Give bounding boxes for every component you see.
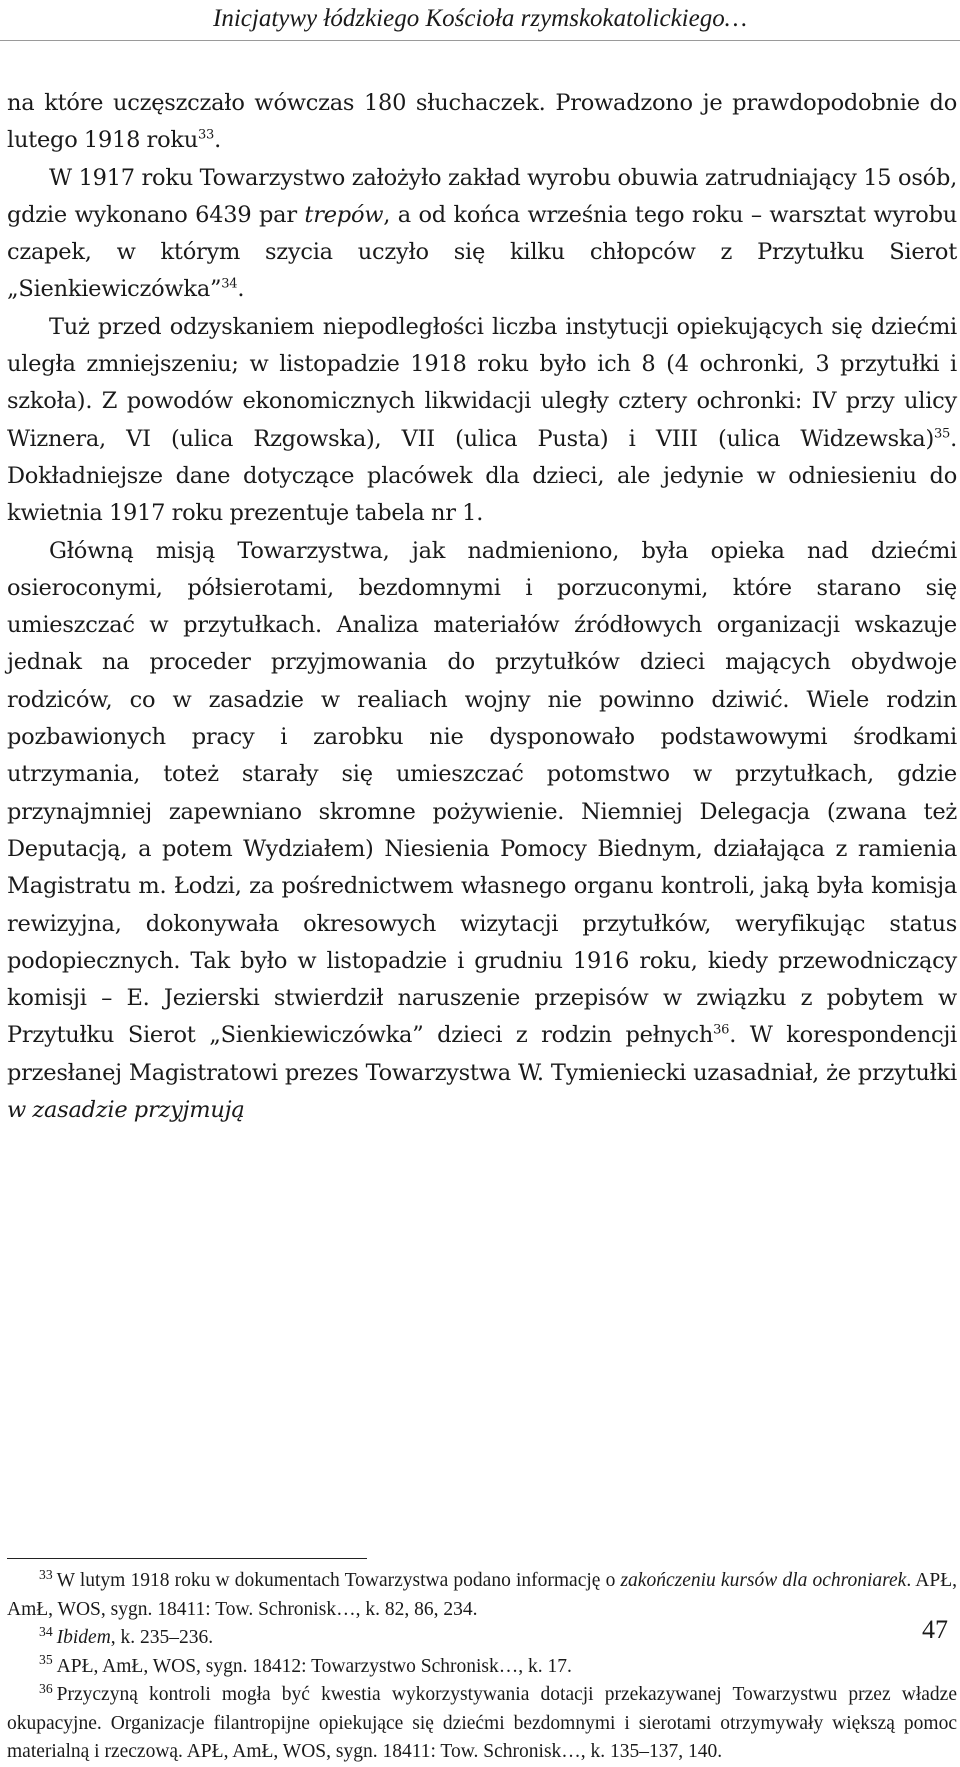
text-run: . W korespondencji przesłanej Magistratowi prezes Towarzystwa W. Tymieniecki uzasadniał, że przytułki bbox=[7, 1022, 957, 1086]
text-run: . bbox=[214, 127, 222, 154]
main-text bbox=[7, 85, 957, 1129]
italic-text: zakończeniu kursów dla ochroniarek bbox=[620, 1570, 907, 1591]
footnote-ref[interactable]: 36 bbox=[713, 1022, 730, 1038]
text-run: na które uczęszczało wówczas 180 słuchaczek. Prowadzono je prawdopodobnie do lutego 1918 roku bbox=[7, 90, 957, 154]
text-run: Tuż przed odzyskaniem niepodległości liczba instytucji opiekujących się dziećmi uległa zmniejszeniu; w listopadzie 1918 roku było ich 8 (4 ochronki, 3 przytułki i szkoła). Z powodów ekonomicznych likwidacji uległy cztery ochronki: IV przy ulicy Wiznera, VI (ulica Rzgowska), VII (ulica Pusta) i VIII (ulica Widzewska) bbox=[7, 313, 957, 452]
text-run: W lutym 1918 roku w dokumentach Towarzystwa podano informację o bbox=[56, 1570, 621, 1591]
footnote bbox=[7, 1681, 957, 1767]
footnote-ref[interactable]: 35 bbox=[933, 426, 951, 442]
text-run: . Dokładniejsze dane dotyczące placówek dla dzieci, ale jedynie w odniesieniu do kwietnia 1917 roku prezentuje tabela nr 1. bbox=[7, 425, 957, 527]
footnote-ref[interactable]: 33 bbox=[198, 127, 215, 143]
italic-text: trepów bbox=[304, 201, 384, 228]
text-run: , a od końca września tego roku – warsztat wyrobu czapek, w którym szycia uczyło się kilku chłopców z Przytułku Sierot „Sienkiewiczówka” bbox=[7, 201, 957, 303]
text-run: , k. 235–236. bbox=[110, 1627, 214, 1648]
paragraph bbox=[7, 160, 957, 309]
paragraph bbox=[7, 85, 957, 160]
italic-text: Ibidem bbox=[56, 1627, 111, 1648]
text-run: W 1917 roku Towarzystwo założyło zakład wyrobu obuwia zatrudniający 15 osób, gdzie wykonano 6439 par bbox=[7, 164, 957, 228]
running-header: Inicjatywy łódzkiego Kościoła rzymskokatolickiego… bbox=[213, 5, 747, 32]
footnote-number: 35 bbox=[39, 1652, 53, 1667]
text-run: Przyczyną kontroli mogła być kwestia wykorzystywania dotacji przekazywanej Towarzystwu przez władze okupacyjne. Organizacje filantropijne opiekujące się dziećmi bezdomnymi i sierotami otrzymywały większą pomoc materialną i rzeczową. APŁ, AmŁ, WOS, sygn. 18411: Tow. Schronisk…, k. 135–137, 140. bbox=[7, 1684, 957, 1762]
italic-text: w zasadzie przyjmują bbox=[7, 1097, 245, 1124]
paragraph bbox=[7, 309, 957, 533]
footnotes bbox=[7, 1567, 957, 1767]
text-run: APŁ, AmŁ, WOS, sygn. 18412: Towarzystwo Schronisk…, k. 17. bbox=[56, 1655, 572, 1677]
footnote-number: 34 bbox=[39, 1623, 53, 1639]
footnote bbox=[7, 1653, 957, 1682]
footnote-number: 33 bbox=[39, 1566, 53, 1582]
footnote-number: 36 bbox=[39, 1680, 53, 1696]
paragraph bbox=[7, 533, 957, 1130]
text-run: . APŁ, AmŁ, WOS, sygn. 18411: Tow. Schronisk…, k. 82, 86, 234. bbox=[7, 1570, 958, 1620]
text-run: Główną misją Towarzystwa, jak nadmieniono, była opieka nad dziećmi osieroconymi, półsierotami, bezdomnymi i porzuconymi, które starano się umieszczać w przytułkach. Analiza materiałów źródłowych organizacji wskazuje jednak na proceder przyjmowania do przytułków dzieci mających obydwoje rodziców, co w zasadzie w realiach wojny nie powinno dziwić. Wiele rodzin pozbawionych pracy i zarobku nie dysponowało podstawowymi środkami utrzymania, toteż starały się umieszczać potomstwo w przytułkach, gdzie przynajmniej zapewniano skromne pożywienie. Niemniej Delegacja (zwana też Deputacją, a potem Wydziałem) Niesienia Pomocy Biednym, działająca z ramienia Magistratu m. Łodzi, za pośrednictwem własnego organu kontroli, jaką była komisja rewizyjna, dokonywała okresowych wizytacji przytułków, weryfikując status podopiecznych. Tak było w listopadzie i grudniu 1916 roku, kiedy przewodniczący komisji – E. Jezierski stwierdził naruszenie przepisów w związku z pobytem w Przytułku Sierot „Sienkiewiczówka” dzieci z rodzin pełnych bbox=[7, 537, 957, 1049]
text-run: . bbox=[237, 276, 245, 303]
footnote bbox=[7, 1567, 957, 1624]
footnote-separator bbox=[7, 1558, 367, 1559]
footnote-ref[interactable]: 34 bbox=[221, 276, 238, 292]
footnote bbox=[7, 1624, 957, 1653]
header-divider bbox=[0, 40, 960, 41]
page-number: 47 bbox=[922, 1615, 948, 1644]
